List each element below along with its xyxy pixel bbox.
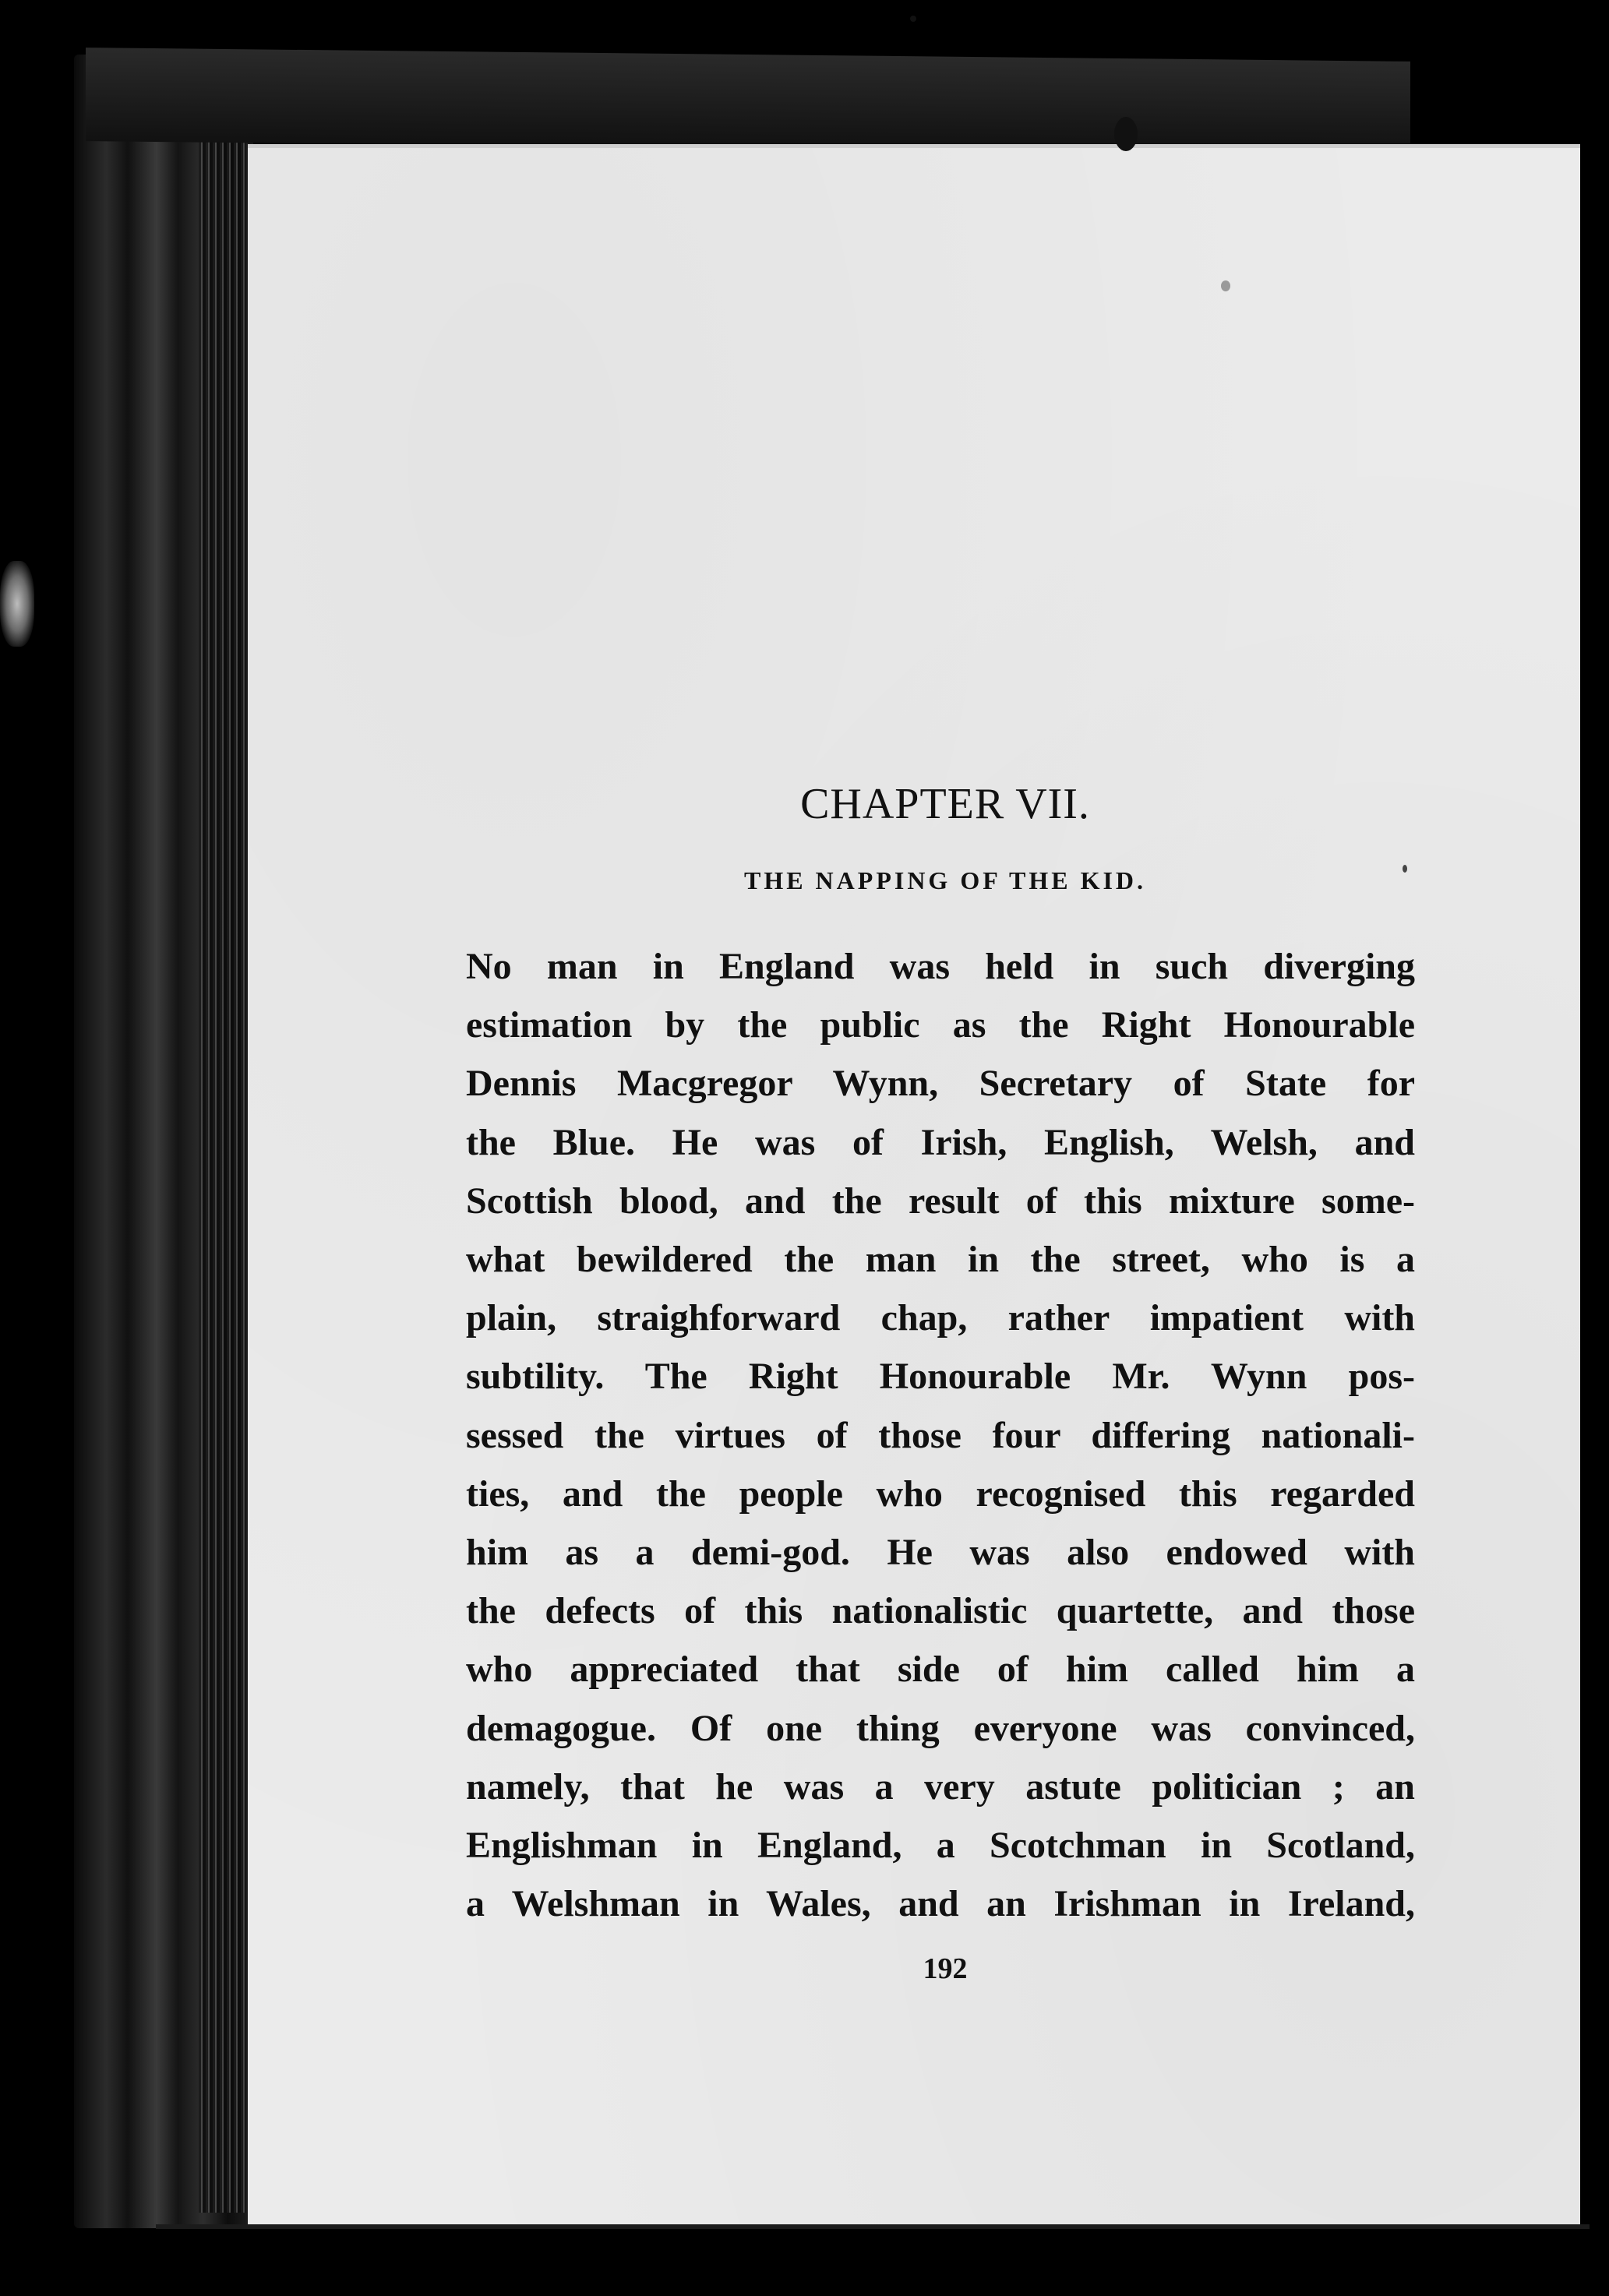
text-line: No man in England was held in such diverging	[466, 946, 1415, 987]
text-line: plain, straighforward chap, rather impatient with	[466, 1297, 1415, 1339]
text-line: Englishman in England, a Scotchman in Scotland,	[466, 1825, 1415, 1867]
text-line: the Blue. He was of Irish, English, Welsh, and	[466, 1121, 1415, 1163]
text-line: him as a demi-god. He was also endowed with	[466, 1532, 1415, 1574]
text-line: what bewildered the man in the street, who is a	[466, 1239, 1415, 1281]
text-line: a Welshman in Wales, and an Irishman in Ireland,	[466, 1883, 1415, 1925]
chapter-title: CHAPTER VII.	[800, 780, 1090, 828]
ink-speck	[910, 16, 916, 22]
bottom-edge	[156, 2224, 1590, 2229]
text-line: Scottish blood, and the result of this mixture some-	[466, 1180, 1415, 1222]
text-line: namely, that he was a very astute politician ; an	[466, 1765, 1415, 1808]
chapter-subtitle: THE NAPPING OF THE KID.	[743, 866, 1147, 894]
page-number: 192	[923, 1952, 968, 1985]
text-line: the defects of this nationalistic quartette, and those	[466, 1590, 1415, 1632]
text-line: ties, and the people who recognised this regarded	[466, 1472, 1415, 1515]
text-line: sessed the virtues of those four differing nationali-	[466, 1414, 1415, 1456]
top-shadow	[86, 48, 1410, 155]
ink-speck	[1221, 280, 1230, 291]
text-line: estimation by the public as the Right Honourable	[466, 1004, 1415, 1046]
text-line: who appreciated that side of him called him a	[466, 1649, 1415, 1691]
ink-speck	[1403, 865, 1407, 873]
page-block-edges	[199, 140, 245, 2213]
text-line: demagogue. Of one thing everyone was convinced,	[466, 1707, 1415, 1749]
body-text	[466, 937, 1415, 1933]
text-line: subtility. The Right Honourable Mr. Wynn pos-	[466, 1356, 1415, 1398]
margin-stain	[0, 561, 34, 647]
ink-speck	[1114, 117, 1138, 151]
text-line: Dennis Macgregor Wynn, Secretary of State for	[466, 1063, 1415, 1105]
